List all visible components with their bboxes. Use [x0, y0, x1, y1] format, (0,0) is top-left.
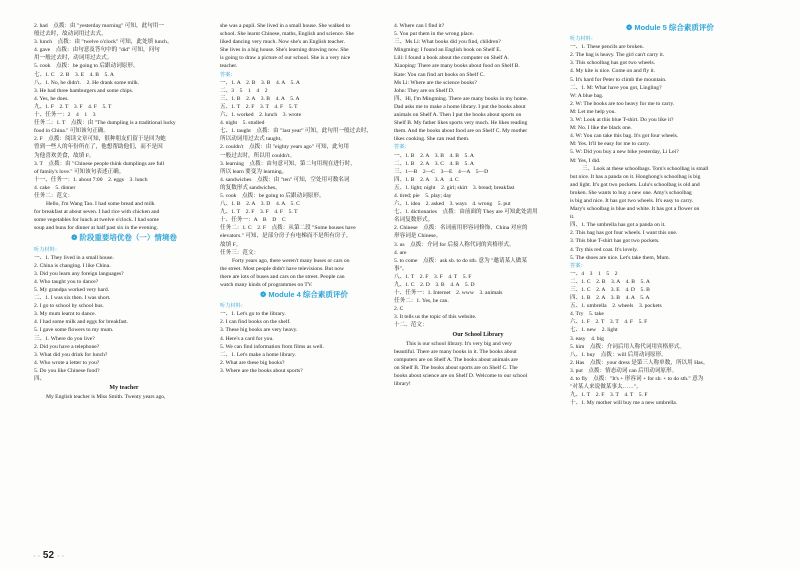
- text-line: is big and nice. It has got two wheels. It's easy to carry.: [570, 197, 694, 204]
- gear-icon: ❁: [260, 290, 267, 300]
- text-line: teacher.: [220, 63, 238, 70]
- text-line: 三、Ms Li: What books did you find, children?: [394, 39, 501, 46]
- text-line: My English teacher is Miss Smith. Twenty years ago,: [46, 394, 166, 401]
- page-number: 52: [42, 550, 55, 561]
- text-line: Lili: I found a book about the computer on Shelf A.: [394, 55, 510, 62]
- gear-icon: ❁: [626, 23, 633, 32]
- text-line: 4. W: You can take this bag. It's got four wheels.: [570, 133, 679, 140]
- text-line: Shelf B. My father likes sports very much. He likes reading: [394, 120, 528, 127]
- dots-decoration-left: ◦ ◦: [33, 553, 40, 560]
- text-line: 5. Do you like Chinese food?: [34, 367, 100, 374]
- text-line: 十、任务一：2 4 1 3: [34, 112, 96, 119]
- text-line: 4. My kite is nice. Come on and fly it.: [570, 68, 656, 75]
- text-line: Mary's schoolbag is blue and white. It has got a flower on: [570, 206, 700, 213]
- text-line: Kate: You can find art books on Shelf C.: [394, 71, 485, 78]
- text-line: 故填 F。: [220, 241, 242, 248]
- text-line: computers are on Shelf A. The books about animals are: [394, 356, 518, 363]
- text-line: 四、1. B 2. A 3. A 4. C: [394, 176, 459, 183]
- text-line: 2. What are these big books?: [220, 359, 285, 366]
- text-line: 任务二：范文：: [34, 192, 74, 199]
- text-line: 一、1. B 2. A 3. B 4. B 5. A: [394, 152, 474, 159]
- text-line: 3. What did you drink for lunch?: [34, 351, 108, 358]
- essay-title: Our School Library: [452, 331, 504, 338]
- text-line: 4. Yes, he does.: [34, 95, 69, 102]
- text-line: Hello, I'm Wang Tao. I had some bread and milk: [46, 201, 155, 208]
- text-line: the street. Most people didn't have televisions. But now: [220, 265, 345, 272]
- text-line: 五、1. T 2. F 3. T 4. F 5. T: [220, 103, 298, 110]
- column-3: [394, 22, 562, 542]
- text-line: 任务三：范文：: [220, 249, 260, 256]
- text-line: 七、1. taught 点拨：由 "last year" 可知，此句用一般过去时，: [220, 128, 373, 135]
- text-line: books about science are on Shelf D. Welcome to our school: [394, 373, 528, 380]
- text-line: 九、1. C 2. D 3. B 4. A 5. D: [394, 282, 475, 288]
- text-line: 二、3 5 1 4 2: [220, 87, 268, 94]
- text-line: 3. This blue T-shirt has got two pockets.: [570, 238, 660, 245]
- subheading: 听力材料：: [34, 246, 60, 253]
- text-line: Xiaoping: There are many books about food on Shelf B.: [394, 63, 520, 70]
- text-line: 3. T 点拨：由 "Chinese people think dumplings are full: [34, 160, 165, 167]
- text-line: M: Yes, I did.: [570, 157, 601, 164]
- gear-icon: ❁: [71, 233, 78, 243]
- text-line: 九、1. T 2. F 3. T 4. T 5. F: [570, 392, 648, 399]
- text-line: 二、1. I was six then. I was short.: [34, 295, 111, 302]
- text-line: 九、1. T 2. F 3. F 4. F 5. T: [220, 209, 298, 216]
- page-footer: [30, 550, 67, 561]
- text-line: 4. Here's a card for you.: [220, 335, 274, 342]
- text-line: 2. W: The books are too heavy for me to carry.: [570, 100, 675, 107]
- text-line: 4. Try this red coat. It's lovely.: [570, 246, 638, 253]
- text-line: 4. to fly 点拨："It's + 形容词 + for sb. + to do sth." 意为: [570, 376, 704, 383]
- text-line: Forty years ago, there weren't many buses or cars on: [232, 257, 350, 264]
- text-line: 八、1. T 2. F 3. F 4. T 5. F: [394, 273, 472, 280]
- text-line: 一、1. These pencils are broken.: [570, 44, 644, 51]
- text-line: 任务二：1. C 2. F 点拨：从第二段 "Some houses have: [220, 225, 356, 232]
- text-line: 曾到一些人的年份所在了，他想帮助他们，而不是因: [34, 144, 163, 151]
- text-line: 2. Has 点拨：your dress 是第三人称单数，所以用 Has。: [570, 359, 709, 366]
- text-line: 六、1. idea 2. asked 3. ways 4. wrong 5. put: [394, 201, 511, 208]
- text-line: 5. You put them in the wrong place.: [394, 31, 474, 38]
- text-line: 一、1. They lived in a small house.: [34, 254, 114, 261]
- text-line: for breakfast at about seven. I had rice with chicken and: [34, 209, 160, 216]
- text-line: This is our school library. It's very big and very: [406, 340, 512, 347]
- text-line: M: Let me help you.: [570, 108, 616, 115]
- text-line: 一、1. A 2. B 3. B 4. A 5. A: [220, 79, 300, 86]
- text-line: 十、任务一：1. Internet 2. www 3. animals: [394, 290, 503, 297]
- text-line: 八、1. buy 点拨：will 后用动词原形。: [570, 351, 667, 358]
- text-line: 为他喜欢美食，故填 F。: [34, 152, 95, 159]
- text-line: 5. cook 点拨：be going to 后跟动词原形。: [220, 192, 325, 199]
- text-line: it.: [570, 214, 575, 221]
- text-line: 的复数形式 sandwiches。: [220, 184, 281, 191]
- text-line: library!: [394, 381, 411, 388]
- text-line: 一、1. Let's go to the library.: [220, 311, 286, 318]
- text-line: 任务二：1. Yes, he can.: [394, 298, 449, 305]
- text-line: 4. cake 5. dinner: [34, 184, 76, 191]
- text-line: 3. easy 4. big: [570, 335, 604, 342]
- text-line: 三、1. Where do you live?: [34, 335, 95, 342]
- text-line: 3. These big books are very heavy.: [220, 327, 298, 334]
- column-2: [220, 22, 388, 542]
- text-line: is going to draw a picture of our school. She is a very nice: [220, 55, 351, 62]
- text-line: 2. I can find books on the shelf.: [220, 319, 291, 326]
- text-line: M: Yes. It'll be easy for me to carry.: [570, 141, 651, 148]
- text-line: 四、Hi, I'm Mingming. There are many books in my home.: [394, 95, 528, 102]
- text-line: 4. Where can I find it?: [394, 23, 445, 29]
- text-line: them. And the books about food are on Shelf C. My mother: [394, 128, 528, 135]
- section-heading-text: Module 5 综合素质评价: [634, 23, 714, 32]
- text-line: 2. The bag is heavy. The girl can't carry it.: [570, 52, 665, 59]
- subheading: 听力材料：: [220, 303, 246, 310]
- text-line: 3. us 点拨：介词 for 后接人称代词的宾格形式。: [394, 241, 515, 248]
- text-line: 十二、范文：: [394, 322, 428, 329]
- section-heading: [220, 291, 388, 299]
- dots-decoration-right: ◦ ◦: [57, 553, 64, 560]
- text-line: 六、1. F 2. T 3. T 4. F 5. F: [570, 319, 648, 326]
- text-line: 七、1. new 2. light: [570, 327, 618, 334]
- text-line: watch many kinds of programmes on TV.: [220, 282, 313, 288]
- text-line: 二、1. C 2. B 3. A 4. B 5. A: [570, 278, 650, 285]
- text-line: 三、Look at these schoolbags. Tom's schoolbag is small: [582, 165, 709, 172]
- text-line: 5. The shoes are nice. Let's take them, Mum.: [570, 254, 671, 261]
- text-line: 所以动词用过去式 taught。: [220, 136, 286, 143]
- text-line: 一、4 3 1 5 2: [570, 270, 618, 277]
- text-line: 5. W: Did you buy a new bike yesterday, Li Lei?: [570, 149, 679, 156]
- column-1: [34, 22, 214, 542]
- text-line: 十一、任务一：1. about 7:00 2. eggs 3. lunch: [34, 176, 148, 183]
- text-line: some vegetables for lunch at twelve o'clock. I had some: [34, 217, 159, 224]
- text-line: 4. Try 5. take: [570, 311, 604, 318]
- text-line: 3. He had three hamburgers and some chips.: [34, 87, 134, 94]
- text-line: 五、1. light; night 2. girl; skirt 3. bread; breakfast: [394, 184, 515, 191]
- text-line: 2. This bag has got four wheels. I want this one.: [570, 230, 678, 237]
- text-line: 般过去时，故动词用过去式。: [34, 31, 107, 38]
- text-line: animals on Shelf A. Then I put the books about sports on: [394, 112, 522, 119]
- subheading: 答案：: [570, 262, 586, 269]
- text-line: W: A blue bag.: [570, 92, 604, 99]
- subheading: 答案：: [220, 71, 236, 78]
- text-line: 3. W: Look at this blue T-shirt. Do you like it?: [570, 117, 674, 124]
- text-line: 四、1. The umbrella has got a panda on it.: [570, 222, 666, 229]
- text-line: 四、: [34, 376, 46, 383]
- section-heading: [34, 234, 214, 242]
- text-line: Dad asks me to make a home library. I put the books about: [394, 103, 526, 110]
- text-line: 4. Who wrote a letter to you?: [34, 359, 100, 366]
- text-line: 形容词是 Chinese。: [394, 233, 442, 240]
- text-line: 4. Who taught you to dance?: [34, 278, 99, 285]
- text-line: "对某人来说做某事太……"。: [570, 384, 642, 391]
- text-line: 事"。: [394, 265, 408, 272]
- text-line: liked dancing very much. Now she's an English teacher.: [220, 39, 345, 46]
- text-line: 二、1. M: What have you got, Lingling?: [570, 84, 662, 91]
- text-line: beautiful. There are many books in it. The books about: [394, 348, 517, 355]
- text-line: 2. China is changing. I like China.: [34, 262, 111, 269]
- text-line: 5. My grandpa worked very hard.: [34, 287, 110, 293]
- text-line: 4. tired; pie 5. play; day: [394, 192, 452, 199]
- text-line: 2. Did you have a telephone?: [34, 343, 100, 350]
- text-line: Ms Li: Where are the science books?: [394, 79, 477, 86]
- text-line: 2. Chinese 点拨：名词前用形容词修饰，China 对应的: [394, 225, 528, 232]
- text-line: 4. I had some milk and eggs for breakfast.: [34, 319, 129, 326]
- text-line: 4. night 5. studied: [220, 120, 265, 127]
- essay-title: My teacher: [109, 385, 139, 392]
- text-line: 十、1. My mother will buy me a new umbrella.: [570, 400, 678, 407]
- text-line: soup and buns for dinner at half past six in the evening.: [34, 225, 158, 232]
- text-line: 一般过去时，所以用 couldn't。: [220, 152, 296, 159]
- text-line: 十、任务一：A B D C: [220, 217, 286, 224]
- text-line: 任务二：1. T 点拨：由 "The dumpling is a traditional lucky: [34, 120, 176, 127]
- text-line: 四、1. B 2. A 3. B 4. A 5. A: [570, 295, 650, 302]
- text-line: 3. Where are the books about sports?: [220, 367, 303, 374]
- subheading: 答案：: [394, 144, 410, 151]
- section-heading: [570, 24, 770, 32]
- text-line: 名词复数形式。: [394, 217, 434, 224]
- text-line: school. She learnt Chinese, maths, English and science. She: [220, 31, 354, 38]
- text-line: 三、1—B 2—C 3—E 4—A 5—D: [394, 168, 489, 175]
- text-line: 二、1. B 2. A 3. C 4. B 5. A: [394, 160, 474, 167]
- text-line: 九、1. F 2. T 3. F 4. F 5. T: [34, 103, 112, 110]
- text-line: of family's love." 可知该句表述正确。: [34, 168, 125, 175]
- text-line: 三、1. B 2. A 3. B 4. A 5. A: [220, 95, 300, 102]
- text-line: 3. This schoolbag has got two wheels.: [570, 60, 656, 67]
- text-line: 3. lunch 点拨：由 "twelve o'clock" 可知，此处填 lunch。: [34, 39, 173, 46]
- text-line: elevators." 可知，是部分房子有电梯而不是所有房子，: [220, 233, 352, 240]
- text-line: 4. gave 点拨：由句意及答句中的 "did" 可知，问句: [34, 47, 160, 54]
- text-line: 5. to come 点拨：ask sb. to do sth. 意为 "邀请某人做某: [394, 257, 527, 264]
- text-line: 八、1. No, he didn't. 2. He drank some milk.: [34, 79, 140, 86]
- section-heading-text: 阶段重要培优卷（一）情境卷: [79, 233, 177, 243]
- text-line: 4. sandwiches 点拨：由 "ten" 可知，空处用可数名词: [220, 176, 350, 183]
- text-line: she was a pupil. She lived in a small house. She walked to: [220, 23, 351, 29]
- text-line: 五、1. umbrella 2. wheels 3. pockets: [570, 303, 662, 310]
- text-line: likes cooking. She can read them.: [394, 136, 470, 143]
- text-line: 六、1. worked 2. lunch 3. wrote: [220, 112, 302, 119]
- text-line: 3. My mum learnt to dance.: [34, 311, 96, 318]
- text-line: 3. learning 点拨：由句意可知，第二句用现在进行时，: [220, 160, 356, 167]
- text-line: 2. I go to school by school bus.: [34, 303, 104, 310]
- text-line: 5. It's hard for Peter to climb the mountain.: [570, 76, 667, 83]
- text-line: 用一般过去时，动词用过去式。: [34, 55, 113, 62]
- subheading: 听力材料：: [570, 36, 596, 43]
- text-line: She lives in a big house. She's learning drawing now. She: [220, 47, 349, 54]
- text-line: 七、1. C 2. B 3. E 4. B 5. A: [34, 71, 114, 78]
- column-4: [570, 22, 770, 542]
- text-line: 2. couldn't 点拨：由 "eighty years ago" 可知，此句用: [220, 144, 349, 151]
- text-line: 所以 learn 要变为 learning。: [220, 168, 288, 175]
- text-line: Mingming: I found an English book on Shelf E.: [394, 47, 502, 54]
- text-line: 3. put 点拨：情态动词 can 后用动词原形。: [570, 367, 678, 374]
- text-line: there are lots of buses and cars on the street. People can: [220, 273, 345, 280]
- text-line: broken. She wants to buy a new one. Amy's schoolbag: [570, 189, 692, 196]
- text-line: 5. I gave some flowers to my mum.: [34, 327, 114, 334]
- text-line: 2. C: [394, 306, 404, 313]
- text-line: on Shelf B. The books about sports are on Shelf C. The: [394, 364, 518, 371]
- text-line: 5. cook 点拨：be going to 后跟动词原形。: [34, 63, 139, 70]
- text-line: 5. We can find information from films as well.: [220, 343, 324, 350]
- text-line: and light. It's got two pockets. Lulu's schoolbag is old and: [570, 181, 700, 188]
- text-line: John: They are on Shelf D.: [394, 87, 455, 94]
- text-line: food in China." 可知该句正确。: [34, 128, 109, 135]
- text-line: 3. It tells us the topic of this website.: [394, 314, 477, 321]
- text-line: 二、1. Let's make a home library.: [220, 351, 296, 358]
- text-line: 八、1. B 2. A 3. D 4. A 5. C: [220, 201, 300, 208]
- text-line: 2. had 点拨：由 "yesterday morning" 可知，此句用一: [34, 23, 164, 29]
- text-line: but nice. It has a panda on it. Honghong's schoolbag is big: [570, 173, 701, 180]
- text-line: 2. F 点拨：阅读文章可知，很种朋友们留于是回为她: [34, 136, 166, 143]
- text-line: 七、1. dictionaries 点拨：由前面的 They are 可知此处需用: [394, 209, 538, 216]
- text-line: 4. are: [394, 249, 407, 256]
- text-line: 三、1. C 2. A 3. E 4. D 5. B: [570, 287, 650, 293]
- section-heading-text: Module 4 综合素质评价: [268, 290, 348, 300]
- text-line: M: No. I like the black one.: [570, 125, 632, 132]
- text-line: 3. Did you learn any foreign languages?: [34, 270, 124, 277]
- text-line: 5. him 点拨：介词后用人称代词用宾格形式。: [570, 343, 685, 350]
